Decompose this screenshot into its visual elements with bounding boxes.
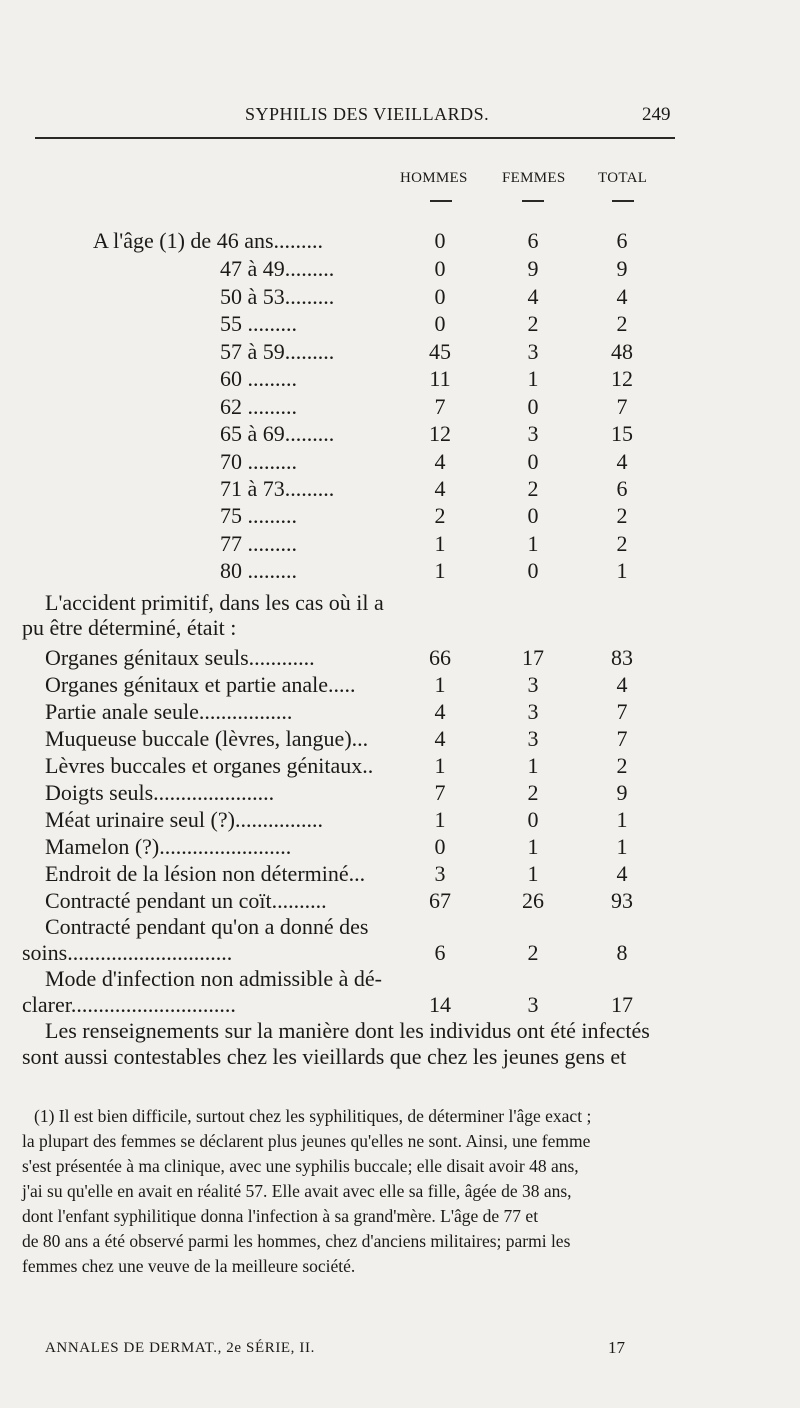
site-row xyxy=(0,807,800,837)
age-label: 71 à 73......... xyxy=(220,476,335,501)
site-label: Partie anale seule................. xyxy=(45,699,293,724)
women-value: 4 xyxy=(527,284,539,309)
age-label: 75 ......... xyxy=(220,503,297,528)
women-value: 0 xyxy=(527,558,539,583)
page-number: 249 xyxy=(642,104,671,125)
column-head-men: HOMMES xyxy=(400,170,468,186)
signature-mark: 17 xyxy=(608,1338,625,1357)
column-dash xyxy=(522,200,544,202)
age-label: 47 à 49......... xyxy=(220,256,335,281)
women-value: 17 xyxy=(522,645,544,670)
footnote-line: de 80 ans a été observé parmi les hommes, chez d'anciens militaires; parmi les xyxy=(22,1231,571,1251)
women-value: 1 xyxy=(527,861,539,886)
age-row xyxy=(0,228,800,258)
age-row xyxy=(0,366,800,396)
women-value: 3 xyxy=(527,672,539,697)
men-value: 4 xyxy=(434,726,446,751)
footnote-line: femmes chez une veuve de la meilleure société. xyxy=(22,1256,356,1276)
men-value: 2 xyxy=(434,503,446,528)
site-row xyxy=(0,699,800,729)
men-value: 0 xyxy=(434,256,446,281)
men-value: 7 xyxy=(434,780,446,805)
men-value: 1 xyxy=(434,672,446,697)
total-value: 4 xyxy=(616,449,628,474)
men-value: 11 xyxy=(429,366,451,391)
age-label: 62 ......... xyxy=(220,394,297,419)
site-row xyxy=(0,834,800,864)
women-value: 1 xyxy=(527,834,539,859)
total-value: 15 xyxy=(611,421,633,446)
age-label: 70 ......... xyxy=(220,449,297,474)
age-row xyxy=(0,421,800,451)
soins-label-line: soins.............................. xyxy=(22,940,233,965)
women-value: 1 xyxy=(527,531,539,556)
footnote-line: (1) Il est bien difficile, surtout chez les syphilitiques, de déterminer l'âge exact ; xyxy=(34,1106,592,1126)
total-value: 9 xyxy=(616,256,628,281)
total-value: 1 xyxy=(616,807,628,832)
total-value: 83 xyxy=(611,645,633,670)
mode-label-line: Mode d'infection non admissible à dé- xyxy=(45,966,382,991)
men-value: 1 xyxy=(434,753,446,778)
header-rule xyxy=(35,137,675,139)
total-value: 7 xyxy=(616,394,628,419)
men-value: 66 xyxy=(429,645,451,670)
total-value: 4 xyxy=(616,861,628,886)
total-value: 6 xyxy=(616,476,628,501)
age-label: 50 à 53......... xyxy=(220,284,335,309)
column-head-women: FEMMES xyxy=(502,170,566,186)
men-value: 3 xyxy=(434,861,446,886)
site-row xyxy=(0,645,800,675)
men-value: 1 xyxy=(434,531,446,556)
age-label: 60 ......... xyxy=(220,366,297,391)
site-row xyxy=(0,753,800,783)
men-value: 14 xyxy=(429,992,451,1017)
men-value: 4 xyxy=(434,699,446,724)
footnote-line: la plupart des femmes se déclarent plus jeunes qu'elles ne sont. Ainsi, une femme xyxy=(22,1131,591,1151)
site-label: Organes génitaux et partie anale..... xyxy=(45,672,356,697)
age-row xyxy=(0,339,800,369)
column-dash xyxy=(430,200,452,202)
intro-line: pu être déterminé, était : xyxy=(22,615,237,640)
men-value: 4 xyxy=(434,449,446,474)
mode-label-line: clarer.............................. xyxy=(22,992,236,1017)
site-row xyxy=(0,672,800,702)
women-value: 9 xyxy=(527,256,539,281)
total-value: 12 xyxy=(611,366,633,391)
men-value: 1 xyxy=(434,558,446,583)
site-label: Endroit de la lésion non déterminé... xyxy=(45,861,366,886)
women-value: 3 xyxy=(527,421,539,446)
women-value: 3 xyxy=(527,339,539,364)
site-label: Méat urinaire seul (?)................ xyxy=(45,807,323,832)
women-value: 0 xyxy=(527,807,539,832)
column-dash xyxy=(612,200,634,202)
age-row xyxy=(0,311,800,341)
total-value: 2 xyxy=(616,311,628,336)
women-value: 1 xyxy=(527,366,539,391)
men-value: 0 xyxy=(434,284,446,309)
total-value: 7 xyxy=(616,699,628,724)
men-value: 0 xyxy=(434,311,446,336)
site-row xyxy=(0,726,800,756)
age-label: 55 ......... xyxy=(220,311,297,336)
men-value: 0 xyxy=(434,228,446,253)
women-value: 2 xyxy=(527,476,539,501)
running-title: SYPHILIS DES VIEILLARDS. xyxy=(245,104,490,124)
total-value: 6 xyxy=(616,228,628,253)
total-value: 17 xyxy=(611,992,633,1017)
age-row xyxy=(0,531,800,561)
footnote-line: j'ai su qu'elle en avait en réalité 57. Elle avait avec elle sa fille, âgée de 38 ans, xyxy=(22,1181,572,1201)
footnote-line: s'est présentée à ma clinique, avec une syphilis buccale; elle disait avoir 48 ans, xyxy=(22,1156,579,1176)
age-label: 77 ......... xyxy=(220,531,297,556)
women-value: 26 xyxy=(522,888,544,913)
total-value: 1 xyxy=(616,834,628,859)
men-value: 67 xyxy=(429,888,451,913)
age-row xyxy=(0,449,800,479)
women-value: 3 xyxy=(527,992,539,1017)
total-value: 4 xyxy=(616,672,628,697)
men-value: 6 xyxy=(434,940,446,965)
women-value: 0 xyxy=(527,503,539,528)
women-value: 2 xyxy=(527,940,539,965)
total-value: 1 xyxy=(616,558,628,583)
total-value: 2 xyxy=(616,503,628,528)
age-label: A l'âge (1) de 46 ans......... xyxy=(93,228,324,253)
age-label: 80 ......... xyxy=(220,558,297,583)
total-value: 4 xyxy=(616,284,628,309)
men-value: 4 xyxy=(434,476,446,501)
age-row xyxy=(0,284,800,314)
closing-line: Les renseignements sur la manière dont les individus ont été infectés xyxy=(45,1018,650,1043)
total-value: 8 xyxy=(616,940,628,965)
men-value: 0 xyxy=(434,834,446,859)
total-value: 7 xyxy=(616,726,628,751)
age-row xyxy=(0,558,800,588)
site-label: Mamelon (?)........................ xyxy=(45,834,292,859)
site-label: Doigts seuls...................... xyxy=(45,780,275,805)
site-row xyxy=(0,780,800,810)
women-value: 0 xyxy=(527,394,539,419)
journal-footer: ANNALES DE DERMAT., 2e SÉRIE, II. xyxy=(45,1340,315,1356)
total-value: 2 xyxy=(616,753,628,778)
age-row xyxy=(0,503,800,533)
women-value: 1 xyxy=(527,753,539,778)
age-row xyxy=(0,476,800,506)
total-value: 2 xyxy=(616,531,628,556)
women-value: 3 xyxy=(527,699,539,724)
soins-label-line: Contracté pendant qu'on a donné des xyxy=(45,914,369,939)
women-value: 6 xyxy=(527,228,539,253)
men-value: 1 xyxy=(434,807,446,832)
total-value: 9 xyxy=(616,780,628,805)
women-value: 2 xyxy=(527,311,539,336)
intro-line: L'accident primitif, dans les cas où il a xyxy=(45,590,384,615)
site-row xyxy=(0,861,800,891)
women-value: 0 xyxy=(527,449,539,474)
total-value: 93 xyxy=(611,888,633,913)
women-value: 2 xyxy=(527,780,539,805)
women-value: 3 xyxy=(527,726,539,751)
page-header xyxy=(0,104,800,130)
column-head-total: TOTAL xyxy=(598,170,648,186)
age-row xyxy=(0,256,800,286)
site-label: Lèvres buccales et organes génitaux.. xyxy=(45,753,374,778)
total-value: 48 xyxy=(611,339,633,364)
site-label: Muqueuse buccale (lèvres, langue)... xyxy=(45,726,369,751)
men-value: 12 xyxy=(429,421,451,446)
site-label: Contracté pendant un coït.......... xyxy=(45,888,327,913)
men-value: 45 xyxy=(429,339,451,364)
age-row xyxy=(0,394,800,424)
closing-line: sont aussi contestables chez les vieillards que chez les jeunes gens et xyxy=(22,1044,627,1069)
footnote-line: dont l'enfant syphilitique donna l'infection à sa grand'mère. L'âge de 77 et xyxy=(22,1206,539,1226)
age-label: 57 à 59......... xyxy=(220,339,335,364)
age-label: 65 à 69......... xyxy=(220,421,335,446)
men-value: 7 xyxy=(434,394,446,419)
site-label: Organes génitaux seuls............ xyxy=(45,645,315,670)
